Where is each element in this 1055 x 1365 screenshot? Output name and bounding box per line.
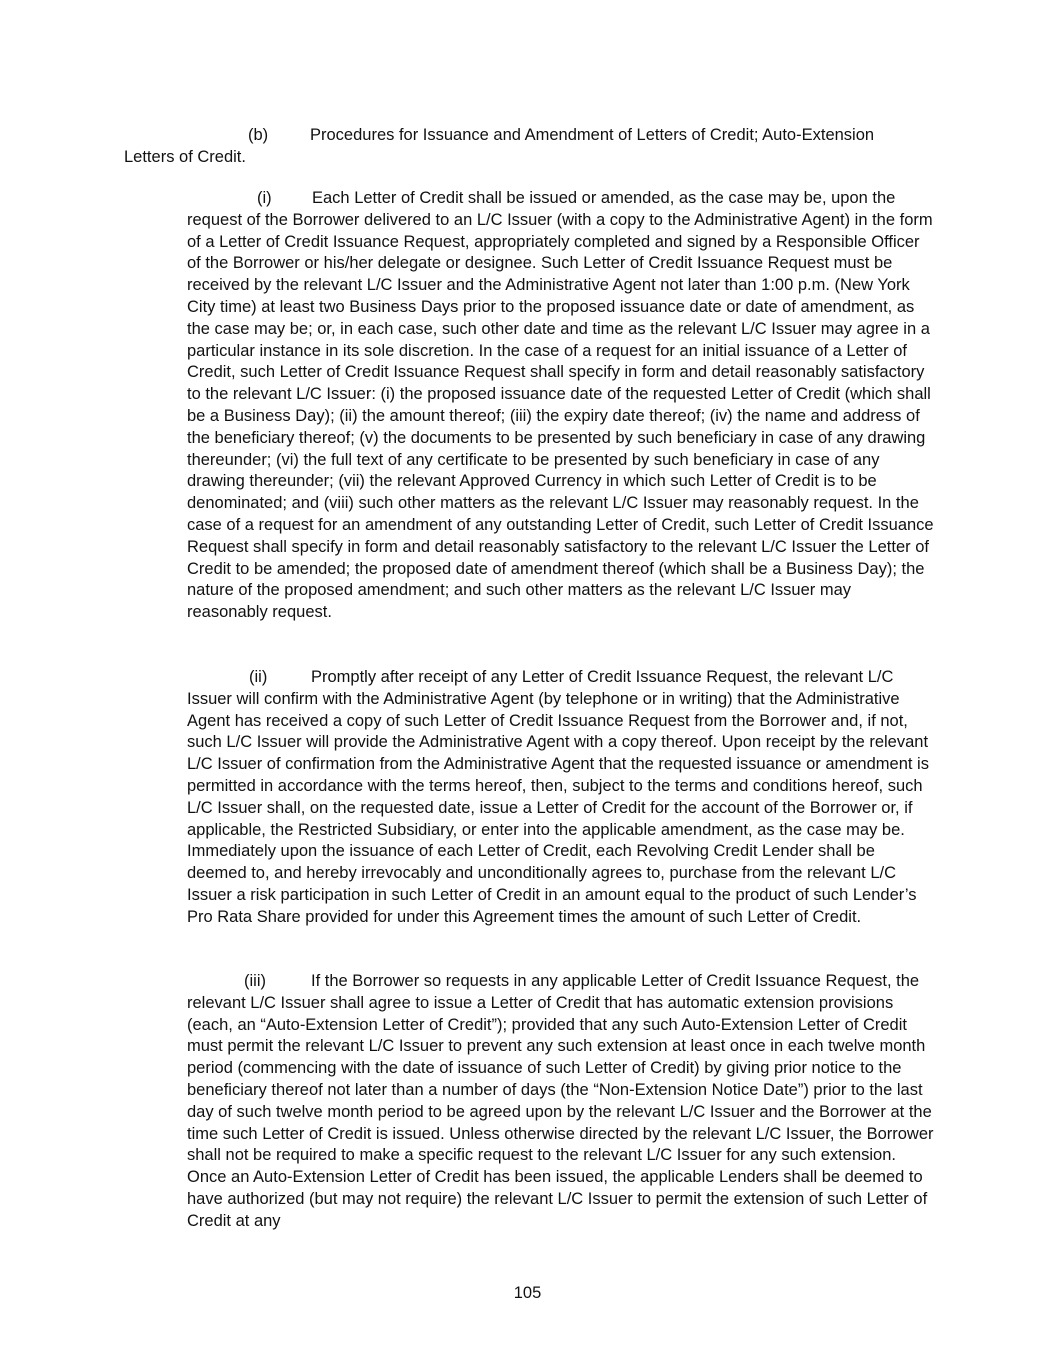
paragraph-i: [187, 188, 935, 624]
paragraph-number: (ii): [249, 668, 268, 686]
paragraph-iii: [187, 971, 935, 1233]
paragraph-number: (iii): [244, 972, 266, 990]
paragraph-text: If the Borrower so requests in any applicable Letter of Credit Issuance Request, the relevant L/C Issuer shall agree to issue a Letter of Credit that has automatic extension provisions (each, an “Auto-Extension Letter of Credit”); provided that any such Auto-Extension Letter of Credit must permit the relevant L/C Issuer to prevent any such extension at least once in each twelve month period (commencing with the date of issuance of such Letter of Credit) by giving prior notice to the beneficiary thereof not later than a number of days (the “Non-Extension Notice Date”) prior to the last day of such twelve month period to be agreed upon by the relevant L/C Issuer and the Borrower at the time such Letter of Credit is issued. Unless otherwise directed by the relevant L/C Issuer, the Borrower shall not be required to make a specific request to the relevant L/C Issuer for any such extension. Once an Auto-Extension Letter of Credit has been issued, the applicable Lenders shall be deemed to have authorized (but may not require) the relevant L/C Issuer to permit the extension of such Letter of Credit at any: [187, 972, 934, 1230]
paragraph-text: Each Letter of Credit shall be issued or amended, as the case may be, upon the request of the Borrower delivered to an L/C Issuer (with a copy to the Administrative Agent) in the form of a Letter of Credit Issuance Request, appropriately completed and signed by a Responsible Officer of the Borrower or his/her delegate or designee. Such Letter of Credit Issuance Request must be received by the relevant L/C Issuer and the Administrative Agent not later than 1:00 p.m. (New York City time) at least two Business Days prior to the proposed issuance date or date of amendment, as the case may be; or, in each case, such other date and time as the relevant L/C Issuer may agree in a particular instance in its sole discretion. In the case of a request for an initial issuance of a Letter of Credit, such Letter of Credit Issuance Request shall specify in form and detail reasonably satisfactory to the relevant L/C Issuer: (i) the proposed issuance date of the requested Letter of Credit (which shall be a Business Day); (ii) the amount thereof; (iii) the expiry date thereof; (iv) the name and address of the beneficiary thereof; (v) the documents to be presented by such beneficiary in case of any drawing thereunder; (vi) the full text of any certificate to be presented by such beneficiary in case of any drawing thereunder; (vii) the relevant Approved Currency in which such Letter of Credit is to be denominated; and (viii) such other matters as the relevant L/C Issuer may reasonably request. In the case of a request for an amendment of any outstanding Letter of Credit, such Letter of Credit Issuance Request shall specify in form and detail reasonably satisfactory to the relevant L/C Issuer the Letter of Credit to be amended; the proposed date of amendment thereof (which shall be a Business Day); the nature of the proposed amendment; and such other matters as the relevant L/C Issuer may reasonably request.: [187, 189, 934, 622]
paragraph-ii: [187, 667, 935, 929]
paragraph-text: Promptly after receipt of any Letter of Credit Issuance Request, the relevant L/C Issuer will confirm with the Administrative Agent (by telephone or in writing) that the Administrative Agent has received a copy of such Letter of Credit Issuance Request from the Borrower and, if not, such L/C Issuer will provide the Administrative Agent with a copy thereof. Upon receipt by the relevant L/C Issuer of confirmation from the Administrative Agent that the requested issuance or amendment is permitted in accordance with the terms hereof, then, subject to the terms and conditions hereof, such L/C Issuer shall, on the requested date, issue a Letter of Credit for the account of the Borrower or, if applicable, the Restricted Subsidiary, or enter into the applicable amendment, as the case may be. Immediately upon the issuance of each Letter of Credit, each Revolving Credit Lender shall be deemed to, and hereby irrevocably and unconditionally agrees to, purchase from the relevant L/C Issuer a risk participation in such Letter of Credit in an amount equal to the product of such Lender’s Pro Rata Share provided for under this Agreement times the amount of such Letter of Credit.: [187, 668, 929, 926]
section-title: Procedures for Issuance and Amendment of Letters of Credit; Auto-Extension Letters of Credit.: [124, 126, 875, 166]
section-heading: [124, 124, 924, 168]
paragraph-number: (i): [257, 189, 272, 207]
section-label: (b): [248, 126, 269, 144]
page-number: 105: [513, 1284, 542, 1302]
